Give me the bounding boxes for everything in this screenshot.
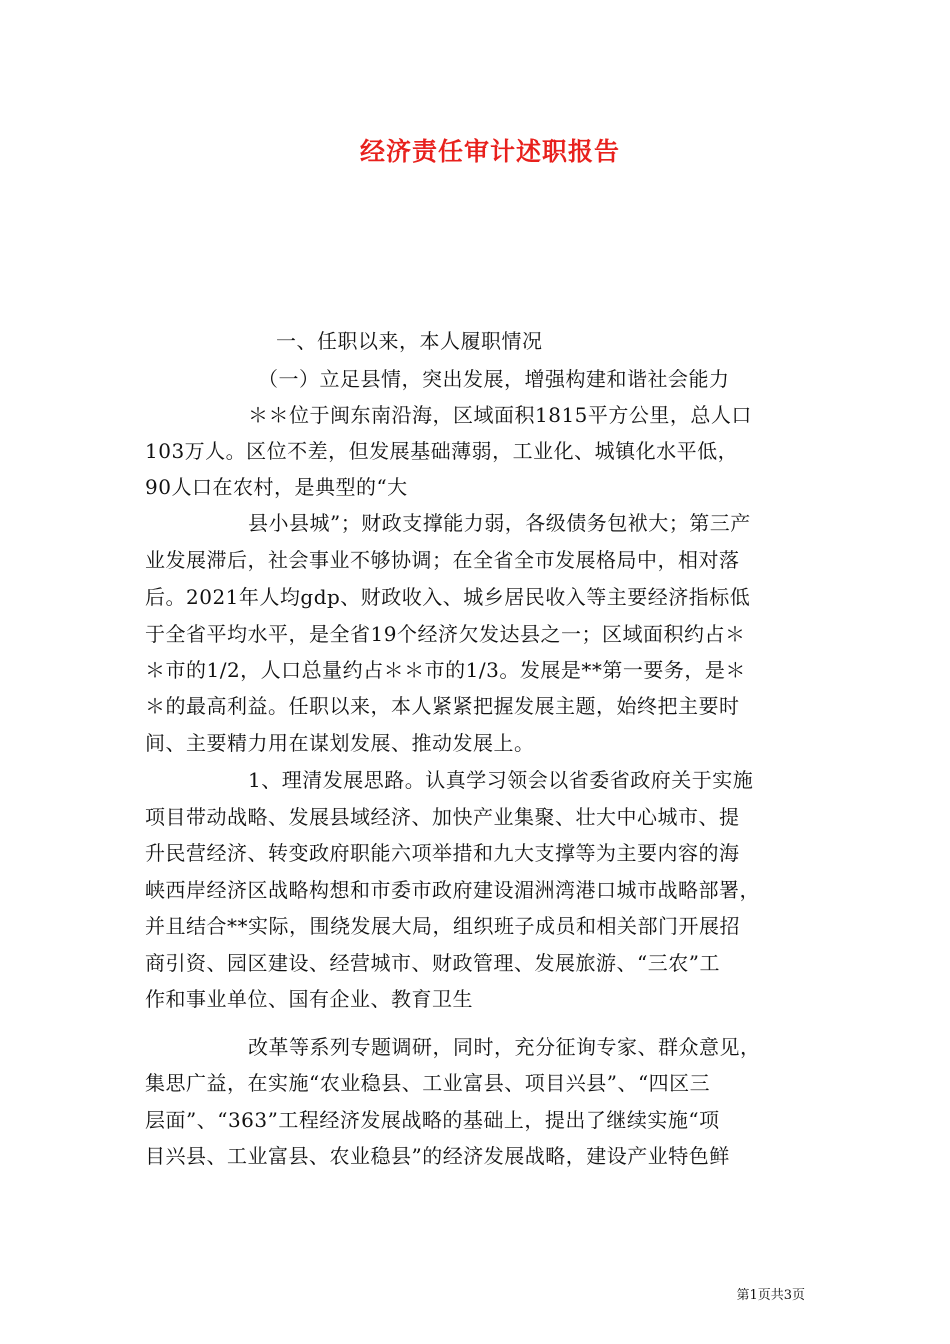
paragraph-line: 县小县城”；财政支撑能力弱，各级债务包袱大；第三产 — [248, 511, 751, 535]
paragraph-line: 103万人。区位不差，但发展基础薄弱，工业化、城镇化水平低， — [145, 439, 739, 463]
paragraph-line: 业发展滞后，社会事业不够协调；在全省全市发展格局中，相对落 — [145, 548, 740, 572]
paragraph-line: 1、理清发展思路。认真学习领会以省委省政府关于实施 — [248, 768, 754, 792]
paragraph-line: 改革等系列专题调研，同时，充分征询专家、群众意见， — [248, 1035, 761, 1059]
paragraph-line: 作和事业单位、国有企业、教育卫生 — [145, 987, 473, 1011]
paragraph-line: 90人口在农村，是典型的“大 — [145, 475, 408, 499]
paragraph-line: 后。2021年人均gdp、财政收入、城乡居民收入等主要经济指标低 — [145, 585, 751, 609]
paragraph-line: 集思广益，在实施“农业稳县、工业富县、项目兴县”、“四区三 — [145, 1071, 711, 1095]
paragraph-line: ＊的最高利益。任职以来，本人紧紧把握发展主题，始终把主要时 — [145, 694, 740, 718]
document-title: 经济责任审计述职报告 — [359, 137, 620, 166]
paragraph-line: ＊＊位于闽东南沿海，区域面积1815平方公里，总人口 — [248, 403, 752, 427]
paragraph-line: 目兴县、工业富县、农业稳县”的经济发展战略，建设产业特色鲜 — [145, 1144, 730, 1168]
paragraph-line: （一）立足县情，突出发展，增强构建和谐社会能力 — [258, 367, 730, 391]
paragraph-line: 峡西岸经济区战略构想和市委市政府建设湄洲湾港口城市战略部署， — [145, 878, 760, 902]
paragraph-line: 于全省平均水平，是全省19个经济欠发达县之一；区域面积约占＊ — [145, 622, 746, 646]
paragraph-line: ＊市的1/2，人口总量约占＊＊市的1/3。发展是**第一要务，是＊ — [145, 658, 746, 682]
page-number: 第1页共3页 — [736, 1288, 805, 1303]
paragraph-line: 项目带动战略、发展县域经济、加快产业集聚、壮大中心城市、提 — [145, 805, 740, 829]
paragraph-line: 一、任职以来，本人履职情况 — [276, 329, 543, 353]
paragraph-line: 升民营经济、转变政府职能六项举措和九大支撑等为主要内容的海 — [145, 841, 740, 865]
paragraph-line: 层面”、“363”工程经济发展战略的基础上，提出了继续实施“项 — [145, 1108, 720, 1132]
paragraph-line: 并且结合**实际，围绕发展大局，组织班子成员和相关部门开展招 — [145, 914, 740, 938]
paragraph-line: 商引资、园区建设、经营城市、财政管理、发展旅游、“三农”工 — [145, 951, 720, 975]
paragraph-line: 间、主要精力用在谋划发展、推动发展上。 — [145, 731, 535, 755]
